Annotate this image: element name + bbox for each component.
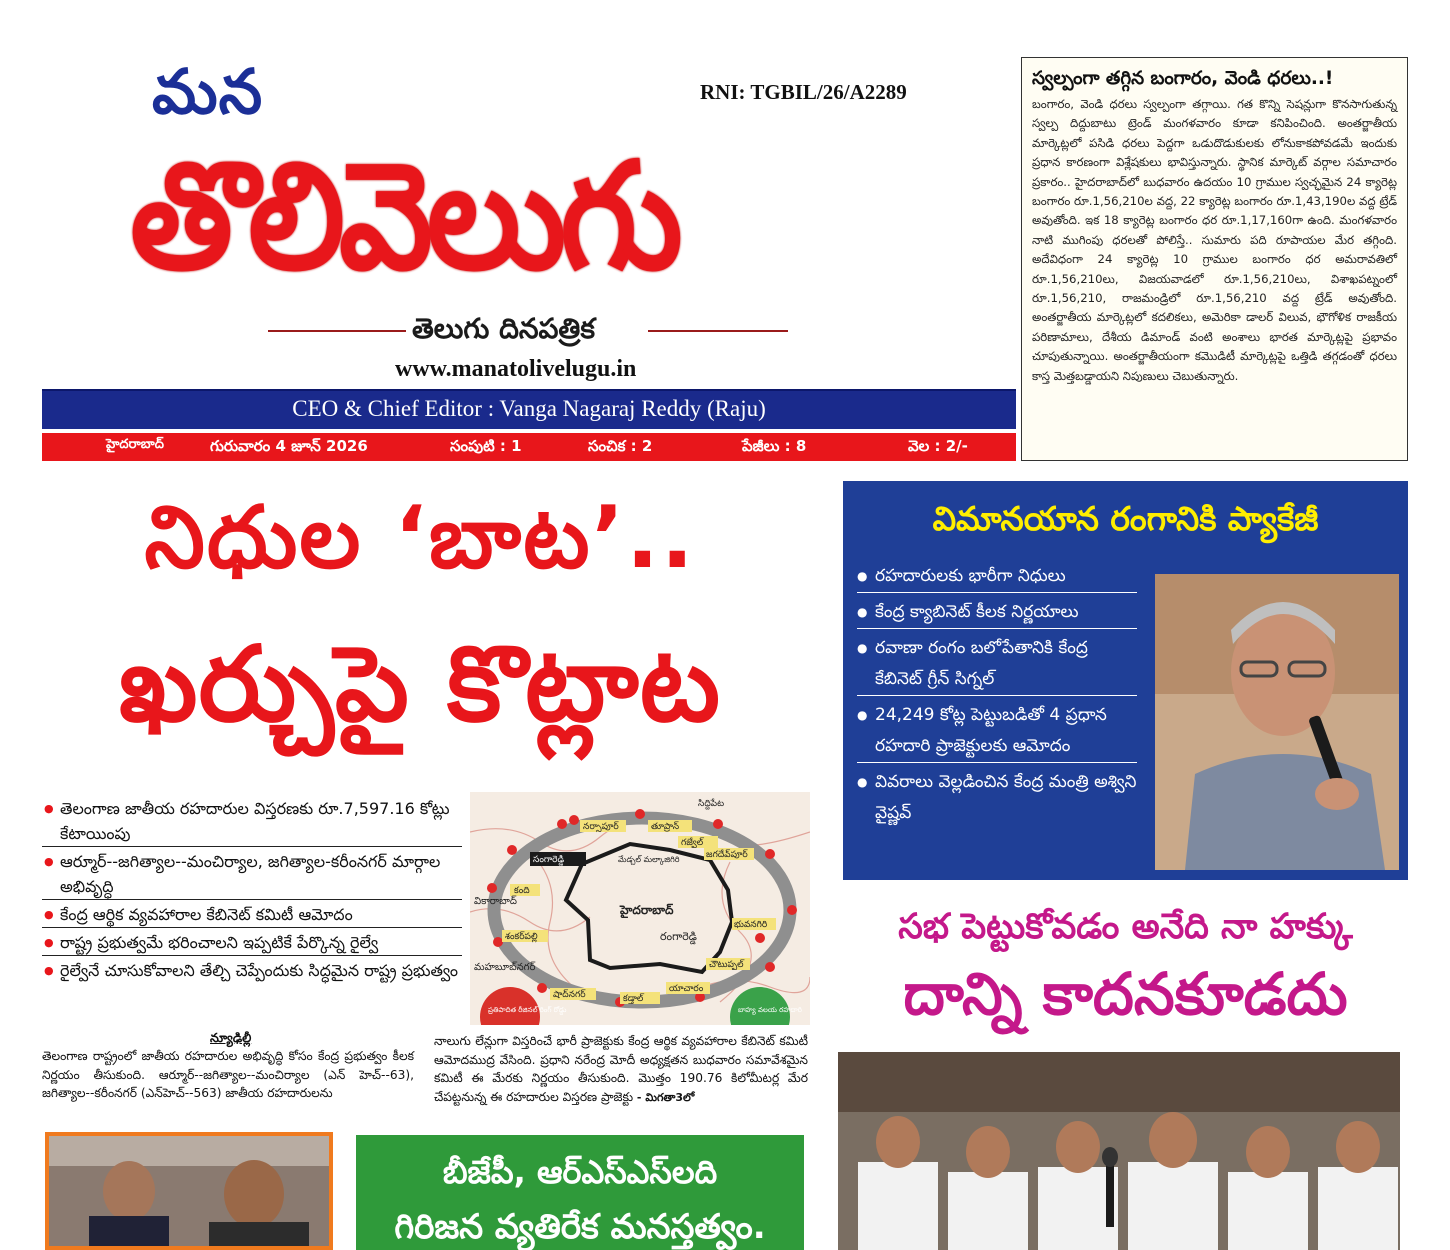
- highlight-item: ● రాష్ట్ర ప్రభుత్వమే భరించాలని ఇప్పటికే పేర్కొన్న రైల్వే: [42, 930, 462, 956]
- map-label: కడ్తాల్: [623, 994, 644, 1004]
- map-label: కంది: [514, 886, 530, 896]
- aviation-package-box: [843, 481, 1408, 880]
- pink-headline-line2: దాన్ని కాదనకూడదు: [903, 960, 1348, 1028]
- map-label: సంగారెడ్డి: [533, 855, 565, 865]
- edition-date: గురువారం 4 జూన్ 2026: [210, 437, 368, 455]
- masthead-mana: మన: [152, 55, 264, 128]
- map-label: మహబూబ్‌నగర్: [474, 962, 536, 973]
- politicians-photo: [45, 1132, 333, 1250]
- brief-body: బంగారం, వెండి ధరలు స్వల్పంగా తగ్గాయి. గత కొన్ని సెషన్లుగా కొనసాగుతున్న స్వల్ప దిద్దుబాటు ట్రెండ్ మంగళవారం కూడా కనిపించింది. అంతర్జాతీయ మార్కెట్లలో పసిడి ధరలు పెద్దగా ఒడుదొడుకులకు లోనుకాకపోవడమే ఇందుకు ప్రధాన కారణంగా విశ్లేషకులు భావిస్తున్నారు. స్థానిక మార్కెట్ వర్గాల సమాచారం ప్రకారం.. హైదరాబాద్‌లో బుధవారం ఉదయం 10 గ్రాముల స్వచ్ఛమైన 24 క్యారెట్ల బంగారం రూ.1,56,210ల వద్ద, 22 క్యారెట్ల బంగారం రూ.1,43,190ల వద్ద ట్రేడ్ అవుతోంది. ఇక 18 క్యారెట్ల బంగారం ధర రూ.1,17,160గా ఉంది. మంగళవారం నాటి ముగింపు ధరలతో పోలిస్తే.. సుమారు పది రూపాయల మేర తగ్గింది. అదేవిధంగా 24 క్యారెట్ల 10 గ్రాముల బంగారం ధర అమరావతిలో రూ.1,56,210లు, విజయవాడలో రూ.1,56,210లు, విశాఖపట్నంలో రూ.1,56,210, రాజమండ్రిలో రూ.1,56,210 వద్ద ట్రేడ్ అవుతోంది. అంతర్జాతీయ మార్కెట్లలో కదలికలు, అమెరికా డాలర్ విలువ, భౌగోళిక రాజకీయ పరిణామాలు, దేశీయ డిమాండ్ వంటి అంశాలు భారత మార్కెట్లపై ప్రభావం చూపుతున్నాయి. అంతర్జాతీయంగా కమొడిటీ మార్కెట్లపై ఒత్తిడి తగ్గడంతో ధరలు కాస్త మెత్తబడ్డాయని నిపుణులు చెబుతున్నారు.: [1032, 97, 1397, 383]
- main-headline-line1: నిధుల ‘బాట’..: [144, 488, 696, 588]
- bjp-rss-headline-box: [356, 1135, 804, 1250]
- highlight-item: ● ఆర్మూర్--జగిత్యాల--మంచిర్యాల, జగిత్యాల-కరీంనగర్ మార్గాల అభివృద్ధి: [42, 849, 462, 900]
- article-column-2: [434, 1032, 808, 1107]
- map-label: హైదరాబాద్: [620, 903, 674, 917]
- article-column-1: తెలంగాణ రాష్ట్రంలో జాతీయ రహదారుల అభివృద్ధి కోసం కేంద్ర ప్రభుత్వం కీలక నిర్ణయం తీసుకుంది. ఆర్మూర్--జగిత్యాల--మంచిర్యాల (ఎన్ హెచ్--63), జగిత్యాల--కరీంనగర్ (ఎన్‌హెచ్--563) జాతీయ రహదారులను: [42, 1049, 414, 1100]
- article-column-2-text: నాలుగు లేన్లుగా విస్తరించే భారీ ప్రాజెక్టుకు కేంద్ర ఆర్థిక వ్యవహారాల కేబినెట్ కమిటీ ఆమోదముద్ర వేసింది. ప్రధాని నరేంద్ర మోదీ అధ్యక్షతన బుధవారం సమావేశమైన కమిటీ ఈ మేరకు నిర్ణయం తీసుకుంది. మొత్తం 190.76 కిలోమీటర్ల మేర చేపట్టనున్న ఈ రహదారుల విస్తరణ ప్రాజెక్టు: [434, 1034, 808, 1104]
- aviation-bullet: ● రవాణా రంగం బలోపేతానికి కేంద్ర కేబినెట్ గ్రీన్ సిగ్నల్: [857, 633, 1137, 696]
- highlight-item: ● రైల్వేనే చూసుకోవాలని తేల్చి చెప్పేందుకు సిద్ధమైన రాష్ట్ర ప్రభుత్వం: [42, 958, 462, 983]
- map-label: భువనగిరి: [734, 920, 768, 930]
- green-headline-line1: బీజేపీ, ఆర్‌ఎస్‌ఎస్‌లది: [442, 1153, 718, 1191]
- map-label: సిద్దిపేట: [698, 799, 725, 809]
- map-label: రంగారెడ్డి: [660, 930, 697, 943]
- aviation-bullets: [857, 561, 1137, 833]
- photo-illustration: [49, 1136, 329, 1246]
- city: హైదరాబాద్: [106, 437, 164, 452]
- date-bar: [42, 433, 1016, 461]
- website-url[interactable]: www.manatolivelugu.in: [395, 356, 637, 382]
- aviation-bullet: ● కేంద్ర క్యాబినెట్ కీలక నిర్ణయాలు: [857, 597, 1137, 629]
- continued-link[interactable]: - మిగతా3లో: [636, 1090, 695, 1104]
- map-label: జగదేవ్‌పూర్: [706, 850, 748, 860]
- masthead-logo: [130, 122, 930, 312]
- main-headline-line2: ఖర్చుపై కొట్లాట: [119, 623, 721, 745]
- masthead-tagline: [268, 310, 788, 350]
- price: వెల : 2/-: [908, 437, 968, 455]
- map-label: షాద్‌నగర్: [553, 990, 586, 1000]
- map-legend-left: ప్రతిపాదిత రీజినల్ రింగ్ రోడ్డు: [488, 1006, 567, 1014]
- highlight-item: ● కేంద్ర ఆర్థిక వ్యవహారాల కేబినెట్ కమిటీ ఆమోదం: [42, 902, 462, 928]
- map-label: గజ్వేల్: [681, 838, 704, 848]
- map-label: వికారాబాద్: [474, 896, 517, 907]
- masthead-brand-text: తొలివెలుగు: [130, 130, 677, 304]
- issue: సంచిక : 2: [588, 437, 653, 455]
- ceo-bar: CEO & Chief Editor : Vanga Nagaraj Reddy (Raju): [42, 389, 1016, 429]
- green-headline-line2: గిరిజన వ్యతిరేక మనస్తత్వం.: [394, 1207, 766, 1247]
- page-count: పేజీలు : 8: [742, 437, 807, 455]
- pink-headline-line1: సభ పెట్టుకోవడం అనేది నా హక్కు: [898, 907, 1353, 947]
- map-label: యాచారం: [669, 984, 704, 994]
- map-legend-right: బాహ్య వలయ రహదారి: [738, 1006, 802, 1014]
- brief-title: స్వల్పంగా తగ్గిన బంగారం, వెండి ధరలు..!: [1032, 68, 1334, 89]
- map-label: తూప్రాన్: [651, 822, 680, 832]
- map-label: మేడ్చల్ మల్కాజిగిరి: [618, 855, 680, 864]
- rni-number: RNI: TGBIL/26/A2289: [700, 80, 907, 104]
- aviation-title: విమానయాన రంగానికి ప్యాకేజీ: [932, 499, 1319, 538]
- map-label: శంకర్‌పల్లి: [505, 932, 538, 942]
- aviation-bullet: ● రహదారులకు భారీగా నిధులు: [857, 561, 1137, 593]
- minister-illustration: [1155, 574, 1399, 870]
- map-label: నర్సాపూర్: [583, 822, 619, 832]
- map-graphic: [470, 792, 810, 1025]
- volume: సంపుటి : 1: [450, 437, 522, 455]
- aviation-bullet: ● 24,249 కోట్ల పెట్టుబడితో 4 ప్రధాన రహదారి ప్రాజెక్టులకు ఆమోదం: [857, 700, 1137, 763]
- gold-price-brief: [1021, 57, 1408, 461]
- press-meet-photo: [838, 1052, 1400, 1250]
- highlight-item: ● తెలంగాణ జాతీయ రహదారుల విస్తరణకు రూ.7,597.16 కోట్లు కేటాయింపు: [42, 796, 462, 847]
- tagline-text: తెలుగు దినపత్రిక: [406, 312, 601, 352]
- highlights-list: [42, 796, 462, 985]
- press-meet-illustration: [838, 1052, 1400, 1250]
- minister-photo: [1155, 574, 1399, 870]
- regional-ring-road-map: [470, 792, 810, 1025]
- aviation-bullet: ● వివరాలు వెల్లడించిన కేంద్ర మంత్రి అశ్విని వైష్ణవ్: [857, 767, 1137, 829]
- article-byline: న్యూఢిల్లీ: [210, 1030, 252, 1045]
- map-label: చౌటుప్పల్: [709, 960, 744, 970]
